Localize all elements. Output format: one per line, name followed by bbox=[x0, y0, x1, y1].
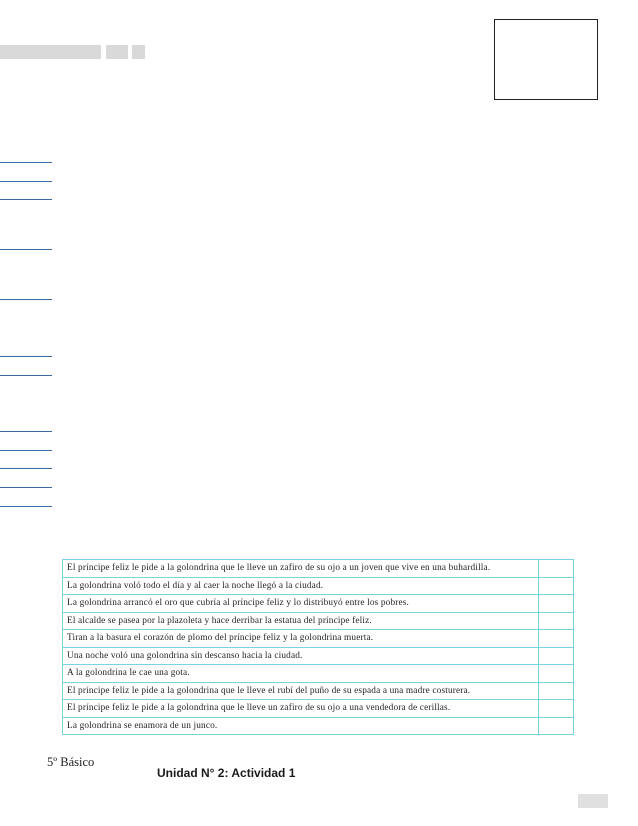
answer-line bbox=[0, 162, 52, 163]
event-text: El príncipe feliz le pide a la golondrina que le lleve un zafiro de su ojo a un joven que vive en una buhardilla. bbox=[63, 560, 539, 578]
event-text: Tiran a la basura el corazón de plomo del príncipe feliz y la golondrina muerta. bbox=[63, 630, 539, 648]
order-cell[interactable] bbox=[539, 612, 574, 630]
order-cell[interactable] bbox=[539, 647, 574, 665]
event-text: La golondrina se enamora de un junco. bbox=[63, 717, 539, 735]
answer-line bbox=[0, 431, 52, 432]
answer-line bbox=[0, 468, 52, 469]
event-text: El alcalde se pasea por la plazoleta y hace derribar la estatua del príncipe feliz. bbox=[63, 612, 539, 630]
order-cell[interactable] bbox=[539, 682, 574, 700]
table-row bbox=[63, 630, 574, 648]
table-row bbox=[63, 665, 574, 683]
order-cell[interactable] bbox=[539, 560, 574, 578]
answer-line bbox=[0, 450, 52, 451]
sequence-table bbox=[62, 559, 574, 735]
header-bar bbox=[0, 45, 101, 59]
answer-line bbox=[0, 181, 52, 182]
table-row bbox=[63, 647, 574, 665]
order-cell[interactable] bbox=[539, 665, 574, 683]
order-cell[interactable] bbox=[539, 717, 574, 735]
table-row bbox=[63, 717, 574, 735]
order-cell[interactable] bbox=[539, 577, 574, 595]
table-row bbox=[63, 700, 574, 718]
page-corner-tab bbox=[578, 794, 608, 808]
answer-line bbox=[0, 299, 52, 300]
header-tab-small bbox=[132, 45, 145, 59]
header-tab bbox=[106, 45, 128, 59]
unit-title: Unidad N° 2: Actividad 1 bbox=[157, 766, 296, 780]
event-text: Una noche voló una golondrina sin descanso hacia la ciudad. bbox=[63, 647, 539, 665]
event-text: La golondrina voló todo el día y al caer la noche llegó a la ciudad. bbox=[63, 577, 539, 595]
table-row bbox=[63, 577, 574, 595]
event-text: El príncipe feliz le pide a la golondrina que le lleve un zafiro de su ojo a una vendedora de cerillas. bbox=[63, 700, 539, 718]
event-text: El príncipe feliz le pide a la golondrina que le lleve el rubí del puño de su espada a una madre costurera. bbox=[63, 682, 539, 700]
order-cell[interactable] bbox=[539, 595, 574, 613]
answer-line bbox=[0, 249, 52, 250]
table-row bbox=[63, 612, 574, 630]
table-row bbox=[63, 682, 574, 700]
answer-line bbox=[0, 375, 52, 376]
event-text: La golondrina arrancó el oro que cubría al príncipe feliz y lo distribuyó entre los pobres. bbox=[63, 595, 539, 613]
order-cell[interactable] bbox=[539, 700, 574, 718]
event-text: A la golondrina le cae una gota. bbox=[63, 665, 539, 683]
table-row bbox=[63, 560, 574, 578]
answer-line bbox=[0, 199, 52, 200]
answer-line bbox=[0, 356, 52, 357]
grade-label: 5º Básico bbox=[47, 755, 95, 769]
name-box bbox=[494, 19, 598, 100]
answer-line bbox=[0, 506, 52, 507]
order-cell[interactable] bbox=[539, 630, 574, 648]
answer-line bbox=[0, 487, 52, 488]
table-row bbox=[63, 595, 574, 613]
